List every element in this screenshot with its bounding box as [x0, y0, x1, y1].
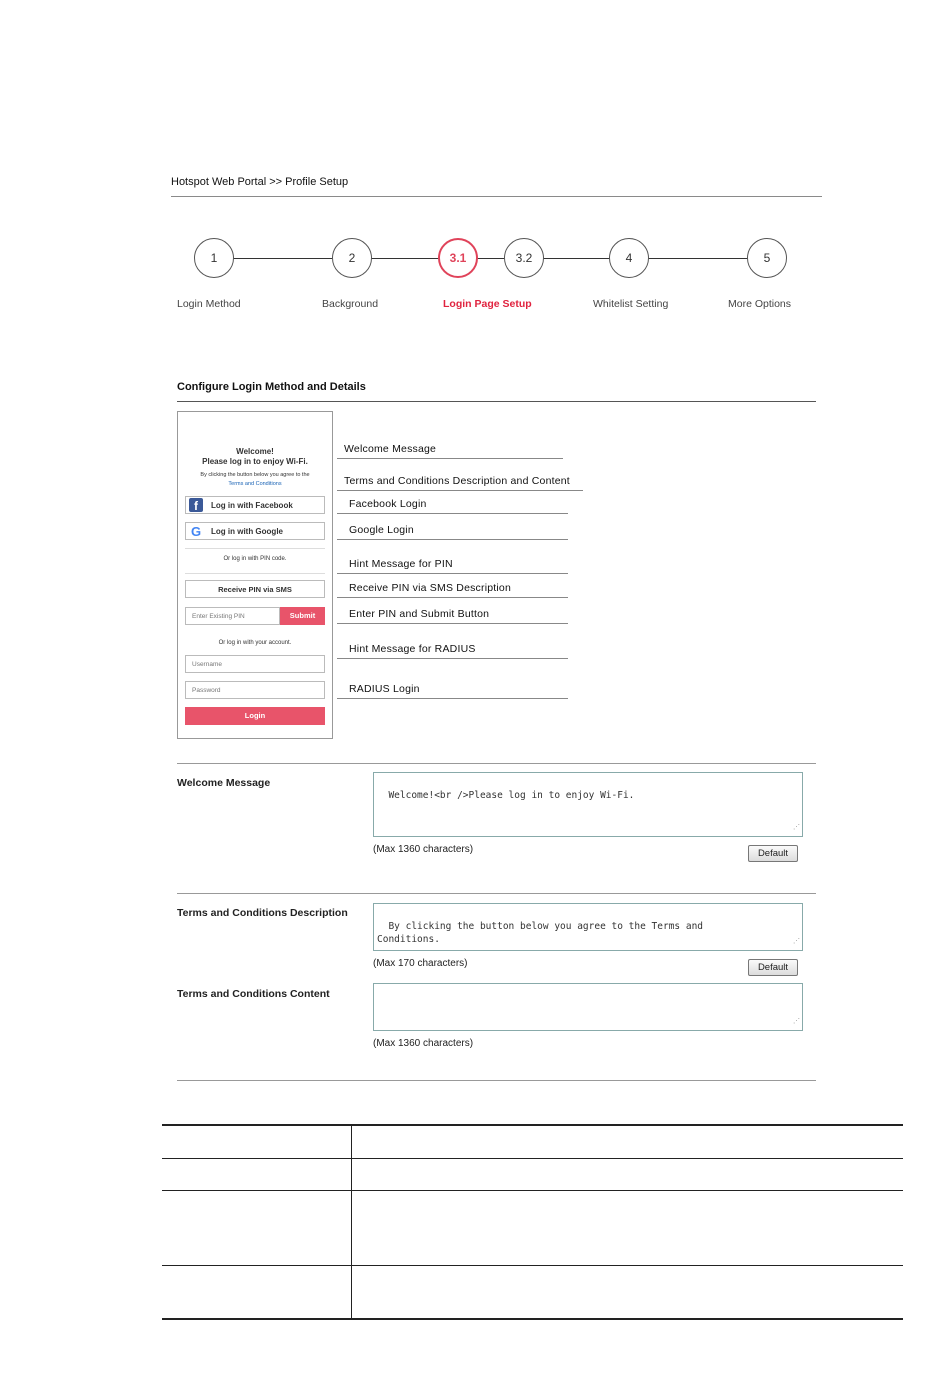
- leader-line: [337, 698, 568, 699]
- divider: [177, 401, 816, 402]
- terms-default-button[interactable]: Default: [748, 959, 798, 976]
- table-border: [162, 1318, 903, 1320]
- leader-line: [337, 658, 568, 659]
- table-column-divider: [351, 1124, 352, 1320]
- leader-line: [337, 623, 568, 624]
- item-enter-pin-submit: Enter PIN and Submit Button: [349, 608, 490, 620]
- login-page-preview: [177, 411, 333, 739]
- step-connector: [371, 258, 439, 259]
- terms-description-value: By clicking the button below you agree to the Terms and Conditions.: [377, 921, 704, 945]
- step-connector: [648, 258, 748, 259]
- google-icon: G: [190, 524, 202, 539]
- table-border: [162, 1124, 903, 1126]
- resize-grip-icon[interactable]: ⋰: [793, 1017, 800, 1025]
- welcome-message-value: Welcome!<br />Please log in to enjoy Wi-Fi.: [388, 790, 635, 801]
- preview-username-input[interactable]: Username: [185, 655, 325, 673]
- terms-content-label: Terms and Conditions Content: [177, 988, 330, 1000]
- preview-pin-hint: Or log in with PIN code.: [223, 556, 287, 562]
- preview-google-button[interactable]: [185, 522, 325, 540]
- step-5-circle[interactable]: 5: [747, 238, 787, 278]
- divider: [177, 1080, 816, 1081]
- step-connector: [476, 258, 504, 259]
- terms-content-max-hint: (Max 1360 characters): [373, 1038, 474, 1049]
- item-hint-radius: Hint Message for RADIUS: [349, 643, 476, 655]
- step-5-label: More Options: [728, 298, 792, 310]
- step-1-circle[interactable]: 1: [194, 238, 234, 278]
- preview-separator: [185, 548, 325, 549]
- preview-login-button[interactable]: Login: [185, 707, 325, 725]
- terms-description-max-hint: (Max 170 characters): [373, 958, 468, 969]
- leader-line: [337, 513, 568, 514]
- welcome-message-label: Welcome Message: [177, 777, 271, 789]
- preview-welcome[interactable]: Welcome!: [236, 447, 274, 456]
- leader-line: [337, 539, 568, 540]
- item-welcome-message: Welcome Message: [344, 443, 437, 455]
- terms-content-textarea[interactable]: [373, 983, 803, 1031]
- divider: [177, 893, 816, 894]
- step-4-circle[interactable]: 4: [609, 238, 649, 278]
- preview-separator: [185, 573, 325, 574]
- divider: [171, 196, 822, 197]
- preview-submit-button[interactable]: Submit: [280, 607, 325, 625]
- preview-terms-link[interactable]: Terms and Conditions: [228, 481, 282, 487]
- facebook-icon: f: [189, 498, 203, 512]
- step-1-label: Login Method: [177, 298, 241, 310]
- preview-account-hint: Or log in with your account.: [218, 640, 292, 646]
- resize-grip-icon[interactable]: ⋰: [793, 937, 800, 945]
- item-terms-conditions: Terms and Conditions Description and Content: [344, 475, 570, 487]
- step-4-label: Whitelist Setting: [593, 298, 669, 310]
- step-2-circle[interactable]: 2: [332, 238, 372, 278]
- preview-receive-pin-button[interactable]: Receive PIN via SMS: [185, 580, 325, 598]
- terms-description-textarea[interactable]: [373, 903, 803, 951]
- leader-line: [337, 597, 568, 598]
- step-connector: [233, 258, 332, 259]
- preview-please-login[interactable]: Please log in to enjoy Wi-Fi.: [202, 457, 308, 466]
- divider: [177, 763, 816, 764]
- step-3-1-circle[interactable]: 3.1: [438, 238, 478, 278]
- welcome-default-button[interactable]: Default: [748, 845, 798, 862]
- table-row-border: [162, 1158, 903, 1159]
- step-2-label: Background: [322, 298, 379, 310]
- item-facebook-login: Facebook Login: [349, 498, 427, 510]
- step-3-2-circle[interactable]: 3.2: [504, 238, 544, 278]
- preview-facebook-button[interactable]: [185, 496, 325, 514]
- leader-line: [337, 458, 563, 459]
- step-3-label: Login Page Setup: [443, 298, 532, 310]
- table-row-border: [162, 1190, 903, 1191]
- welcome-message-textarea[interactable]: [373, 772, 803, 837]
- breadcrumb: Hotspot Web Portal >> Profile Setup: [171, 176, 349, 188]
- table-row-border: [162, 1265, 903, 1266]
- preview-agree-text: By clicking the button below you agree to the: [200, 472, 310, 478]
- leader-line: [337, 490, 583, 491]
- leader-line: [337, 573, 568, 574]
- preview-pin-input[interactable]: Enter Existing PIN: [185, 607, 280, 625]
- step-connector: [543, 258, 610, 259]
- item-receive-pin-sms: Receive PIN via SMS Description: [349, 582, 512, 594]
- welcome-max-hint: (Max 1360 characters): [373, 844, 474, 855]
- preview-password-input[interactable]: Password: [185, 681, 325, 699]
- section-title: Configure Login Method and Details: [177, 381, 366, 393]
- terms-description-label: Terms and Conditions Description: [177, 907, 348, 919]
- item-google-login: Google Login: [349, 524, 414, 536]
- resize-grip-icon[interactable]: ⋰: [793, 823, 800, 831]
- item-hint-pin: Hint Message for PIN: [349, 558, 453, 570]
- item-radius-login: RADIUS Login: [349, 683, 420, 695]
- preview-facebook-label: Log in with Facebook: [211, 501, 293, 510]
- preview-google-label: Log in with Google: [211, 527, 283, 536]
